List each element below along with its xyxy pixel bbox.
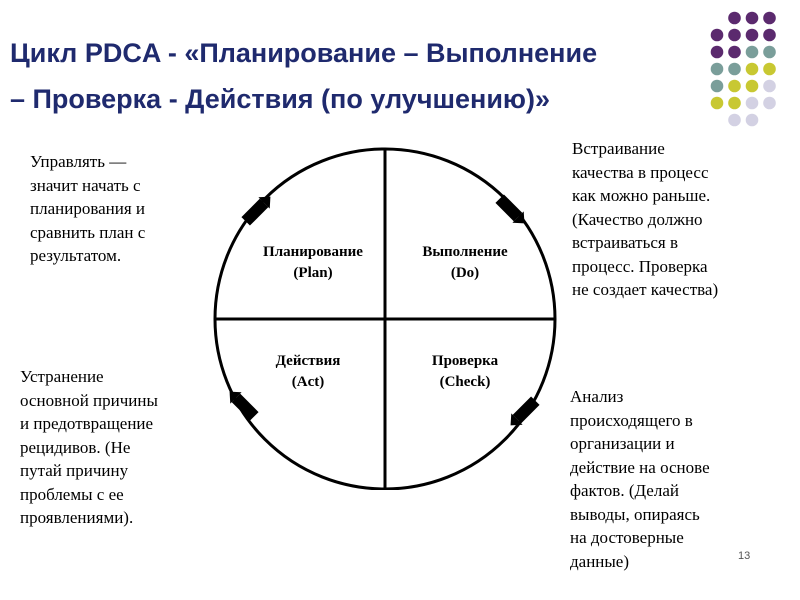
decor-dot	[728, 12, 741, 25]
pdca-cycle-diagram	[200, 140, 580, 490]
decor-dot	[763, 80, 776, 93]
decor-dot	[746, 80, 759, 93]
decor-dot	[763, 63, 776, 76]
decor-dot	[711, 97, 724, 110]
decor-dot	[763, 12, 776, 25]
note-plan: Управлять — значит начать с планирования и сравнить план с результатом.	[30, 152, 146, 265]
decor-dot	[763, 29, 776, 42]
decor-dot	[711, 29, 724, 42]
decor-dot	[746, 46, 759, 59]
note-check: Анализ происходящего в организации и действие на основе фактов. (Делай выводы, опираясь на достоверные данные)	[570, 387, 710, 571]
quadrant-do-en: (Do)	[450, 265, 480, 281]
decor-dot	[763, 97, 776, 110]
quadrant-plan-en: (Plan)	[293, 265, 333, 281]
decor-dot	[746, 29, 759, 42]
title-line-1: Цикл PDCA - «Планирование – Выполнение	[10, 38, 598, 68]
note-act: Устранение основной причины и предотвращение рецидивов. (Не путай причину проблемы с ее проявлениями).	[20, 367, 158, 527]
page-number: 13	[738, 550, 751, 562]
decor-dot	[728, 114, 741, 127]
quadrant-do-name: Выполнение	[422, 244, 508, 260]
title-line-2: – Проверка - Действия (по улучшению)»	[10, 84, 550, 114]
decor-dot	[728, 63, 741, 76]
quadrant-check-en: (Check)	[439, 374, 491, 390]
quadrant-check-name: Проверка	[431, 353, 499, 369]
decor-dot	[711, 46, 724, 59]
decor-dot	[763, 46, 776, 59]
decor-dot	[728, 80, 741, 93]
decorative-dot-grid	[700, 8, 800, 133]
decor-dot	[746, 114, 759, 127]
quadrant-plan-name: Планирование	[263, 244, 363, 260]
decor-dot	[746, 63, 759, 76]
arrow-check-to-act	[224, 386, 260, 422]
decor-dot	[728, 97, 741, 110]
decor-dot	[711, 63, 724, 76]
decor-dot	[711, 80, 724, 93]
note-do: Встраивание качества в процесс как можно раньше. (Качество должно встраиваться в процесс. Проверка не создает качества)	[572, 139, 719, 299]
decor-dot	[728, 29, 741, 42]
slide-title	[10, 30, 700, 122]
decor-dot	[728, 46, 741, 59]
decor-dot	[746, 12, 759, 25]
decor-dot	[746, 97, 759, 110]
quadrant-act-en: (Act)	[291, 374, 325, 390]
quadrant-act-name: Действия	[275, 353, 341, 369]
